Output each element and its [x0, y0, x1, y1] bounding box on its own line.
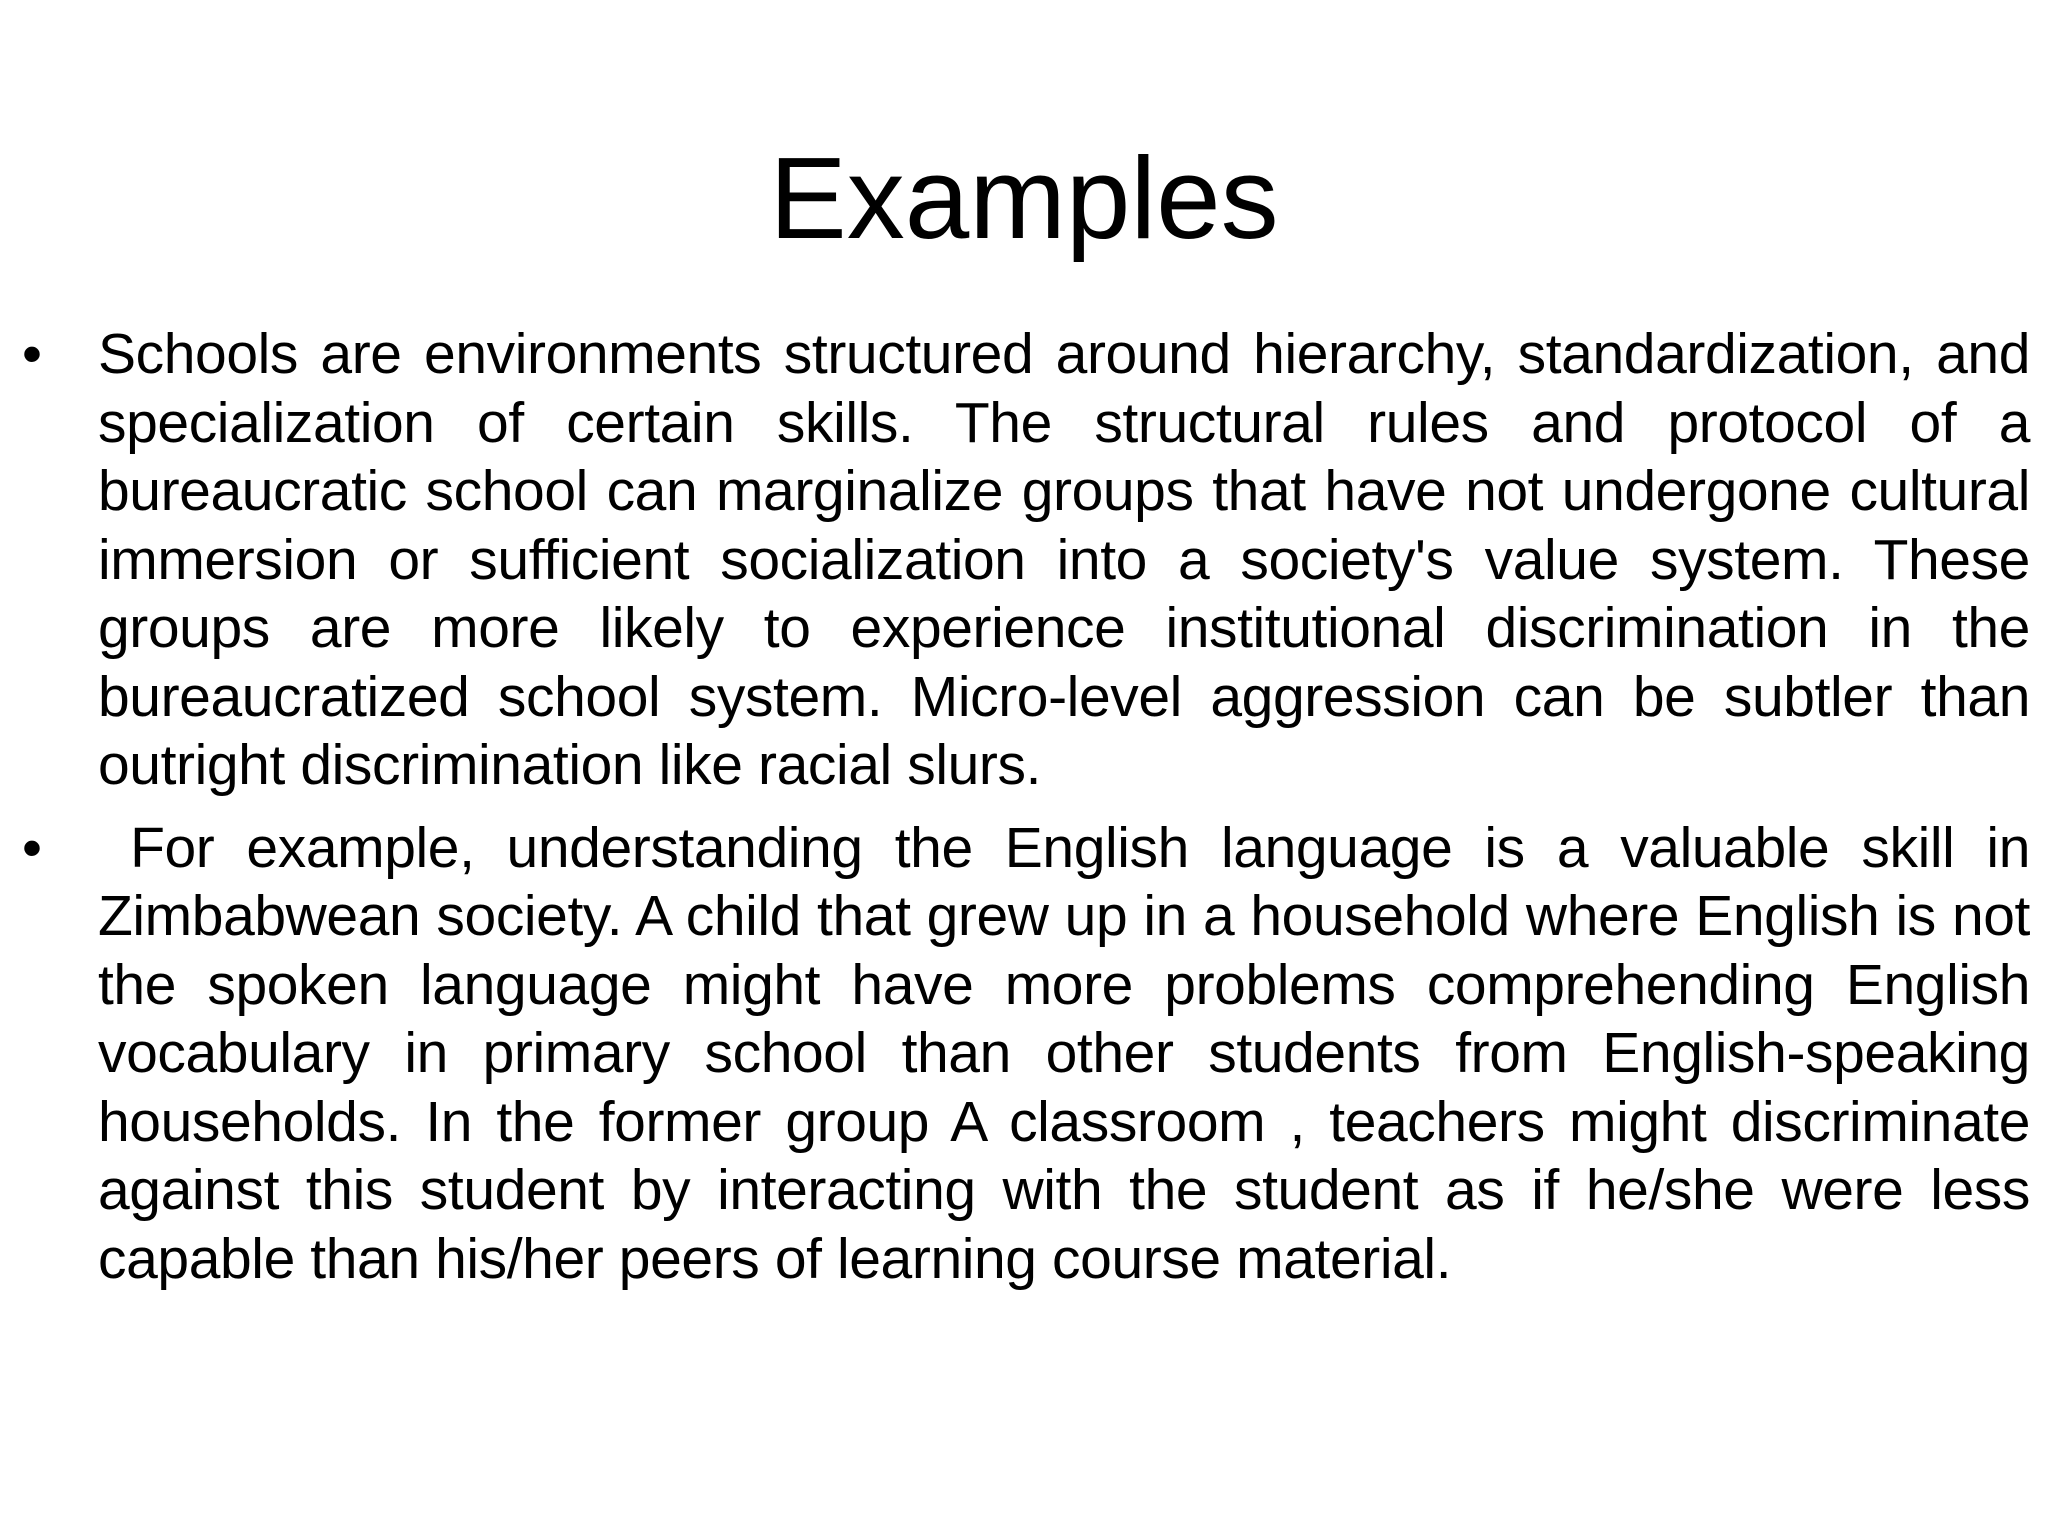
bullet-dot-icon: •: [22, 322, 42, 386]
bullet-dot-icon: •: [22, 815, 42, 880]
bullet-list: [22, 320, 2046, 1307]
bullet-item: [22, 320, 2030, 800]
bullet-text: Schools are environments structured around hierarchy, standardization, and specialization of certain skills. The structural rules and protocol of a bureaucratic school can marginalize groups that have not undergone cultural immersion or sufficient socialization into a society's value system. These groups are more likely to experience institutional discrimination in the bureaucratized school system. Micro-level aggression can be subtler than outright discrimination like racial slurs.: [98, 322, 2030, 797]
bullet-item: [22, 814, 2046, 1294]
slide-title: Examples: [769, 133, 1279, 263]
bullet-text: For example, understanding the English language is a valuable skill in Zimbabwean society. A child that grew up in a household where English is not the spoken language might have more problems comprehending English vocabulary in primary school than other students from English-speaking households. In the former group A classroom , teachers might discriminate against this student by interacting with the student as if he/she were less capable than his/her peers of learning course material.: [98, 815, 2046, 1291]
